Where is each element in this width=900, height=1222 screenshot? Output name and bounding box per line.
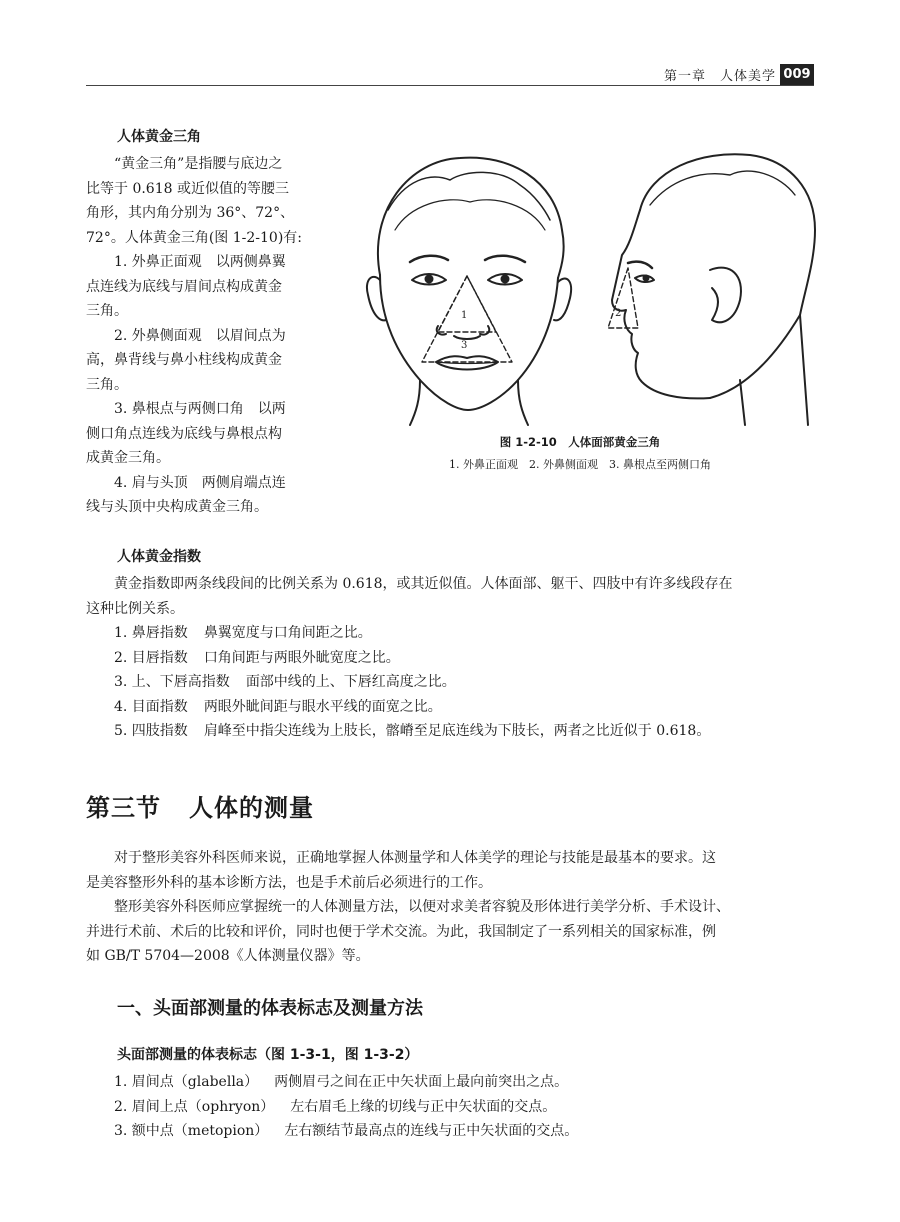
golden-index-heading: 人体黄金指数	[117, 549, 201, 565]
index-term: 5. 四肢指数	[114, 723, 188, 739]
landmark-desc: 左右额结节最高点的连线与正中矢状面的交点。	[284, 1123, 579, 1139]
index-item	[86, 695, 826, 720]
index-term: 3. 上、下唇高指数	[114, 674, 230, 690]
index-desc: 面部中线的上、下唇红高度之比。	[245, 674, 456, 690]
triangle-item-line: 三角。	[86, 376, 128, 393]
intro-line: 72°。人体黄金三角(图 1-2-10)有:	[86, 229, 302, 246]
intro-line: 比等于 0.618 或近似值的等腰三	[86, 180, 289, 197]
subsection-heading: 一、头面部测量的体表标志及测量方法	[117, 998, 423, 1019]
index-term: 2. 目唇指数	[114, 649, 188, 666]
section-text	[86, 846, 826, 969]
paragraph-line: 并进行术前、术后的比较和评价，同时也便于学术交流。为此，我国制定了一系列相关的国家标准，例	[86, 923, 716, 940]
figure-label-2: 2	[615, 308, 622, 319]
golden-triangle-heading: 人体黄金三角	[117, 129, 201, 145]
figure-caption-title	[430, 434, 730, 450]
figure-title: 人体面部黄金三角	[568, 435, 661, 449]
header-title: 人体美学	[719, 69, 776, 84]
intro-line: “黄金三角”是指腰与底边之	[114, 156, 283, 172]
landmarks-heading: 头面部测量的体表标志（图 1-3-1，图 1-3-2）	[117, 1047, 419, 1063]
paragraph-line: 是美容整形外科的基本诊断方法，也是手术前后必须进行的工作。	[86, 874, 492, 891]
paragraph-line: 黄金指数即两条线段间的比例关系为 0.618，或其近似值。人体面部、躯干、四肢中有许多线段存在	[114, 576, 733, 592]
figure-caption	[430, 434, 730, 472]
triangle-item-line: 3. 鼻根点与两侧口角 以两	[114, 401, 286, 417]
index-item	[86, 621, 826, 646]
figure-label-1: 1	[461, 310, 468, 321]
index-item	[86, 670, 826, 695]
landmark-item	[86, 1119, 826, 1144]
golden-index-text	[86, 572, 826, 744]
section-heading	[86, 788, 314, 823]
figure-number: 图 1-2-10	[499, 435, 557, 449]
figure-label-3: 3	[461, 340, 468, 351]
triangle-item-line: 线与头顶中央构成黄金三角。	[86, 499, 268, 515]
frontal-face-drawing	[367, 158, 571, 425]
triangle-item-line: 4. 肩与头顶 两侧肩端点连	[114, 474, 286, 491]
paragraph-line: 如 GB/T 5704—2008《人体测量仪器》等。	[86, 948, 370, 964]
running-header	[86, 64, 814, 86]
page-number: 009	[780, 64, 814, 85]
triangle-item-line: 1. 外鼻正面观 以两侧鼻翼	[114, 254, 286, 270]
index-desc: 口角间距与两眼外眦宽度之比。	[203, 649, 400, 666]
index-term: 1. 鼻唇指数	[114, 625, 188, 641]
landmark-desc: 左右眉毛上缘的切线与正中矢状面的交点。	[290, 1098, 557, 1115]
landmark-desc: 两侧眉弓之间在正中矢状面上最向前突出之点。	[274, 1074, 569, 1090]
landmark-term: 2. 眉间上点（ophryon）	[114, 1098, 275, 1115]
landmark-term: 3. 额中点（metopion）	[114, 1123, 269, 1139]
triangle-item-line: 三角。	[86, 303, 128, 319]
triangle-item-line: 点连线为底线与眉间点构成黄金	[86, 278, 282, 295]
triangle-item-line: 成黄金三角。	[86, 450, 170, 466]
index-item	[86, 646, 826, 671]
triangle-item-line: 高，鼻背线与鼻小柱线构成黄金	[86, 352, 282, 368]
landmarks-list	[86, 1070, 826, 1144]
index-item	[86, 719, 826, 744]
triangle-item-line: 2. 外鼻侧面观 以眉间点为	[114, 327, 286, 344]
index-desc: 两眼外眦间距与眼水平线的面宽之比。	[203, 698, 442, 715]
header-chapter: 第一章	[663, 69, 706, 84]
paragraph-line: 对于整形美容外科医师来说，正确地掌握人体测量学和人体美学的理论与技能是最基本的要求。这	[114, 850, 716, 866]
landmark-term: 1. 眉间点（glabella）	[114, 1074, 259, 1090]
header-chapter-title	[664, 65, 776, 84]
profile-face-drawing	[612, 154, 815, 425]
face-golden-triangle-figure	[350, 150, 820, 430]
triangle-item-line: 侧口角点连线为底线与鼻根点构	[86, 425, 282, 442]
index-term: 4. 目面指数	[114, 698, 188, 715]
intro-line: 角形，其内角分别为 36°、72°、	[86, 205, 295, 221]
index-desc: 鼻翼宽度与口角间距之比。	[203, 625, 372, 641]
section-title: 人体的测量	[189, 794, 314, 822]
index-desc: 肩峰至中指尖连线为上肢长，髂嵴至足底连线为下肢长，两者之比近似于 0.618。	[203, 723, 711, 739]
paragraph-line: 整形美容外科医师应掌握统一的人体测量方法，以便对求美者容貌及形体进行美学分析、手术设计、	[114, 899, 730, 915]
header-rule	[86, 85, 814, 86]
landmark-item	[86, 1095, 826, 1120]
figure-caption-sub: 1. 外鼻正面观 2. 外鼻侧面观 3. 鼻根点至两侧口角	[449, 458, 711, 471]
paragraph-line: 这种比例关系。	[86, 600, 184, 617]
golden-triangle-text	[86, 152, 356, 520]
section-number: 第三节	[86, 794, 161, 822]
landmark-item	[86, 1070, 826, 1095]
